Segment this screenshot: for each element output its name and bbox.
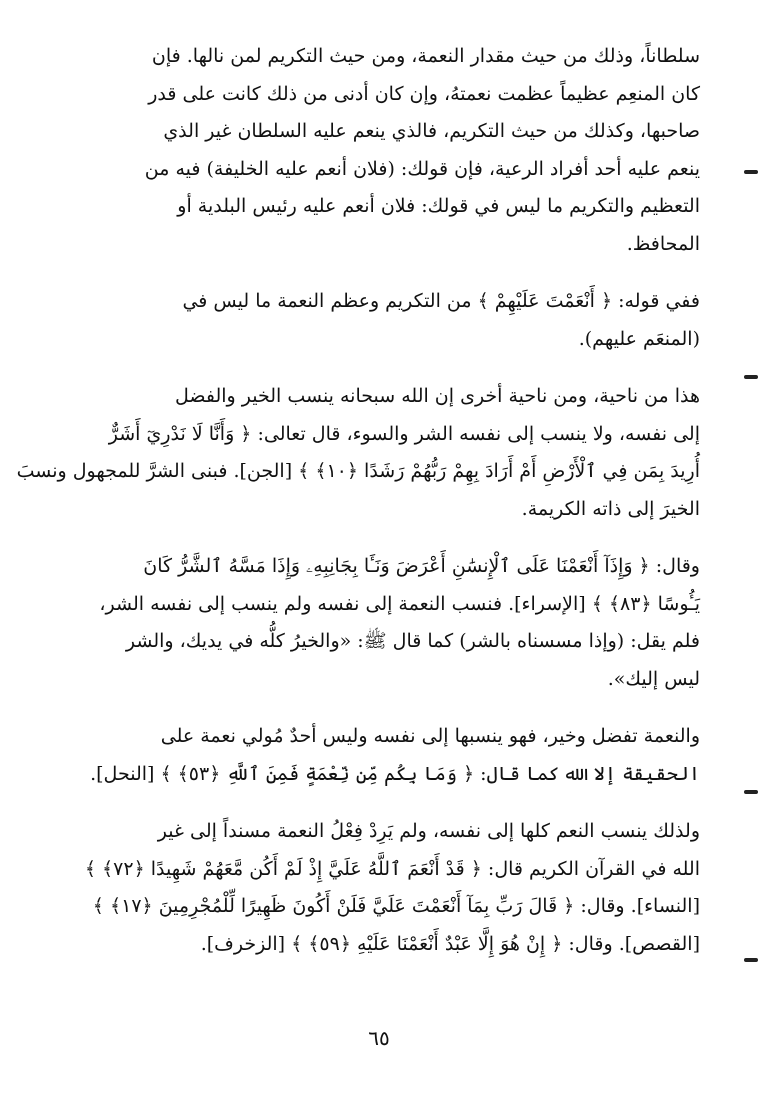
- text-line: صاحبها، وكذلك من حيث التكريم، فالذي ينعم عليه السلطان غير الذي: [163, 120, 700, 142]
- paragraph-3: [16, 378, 700, 528]
- page-edge-mark: [744, 375, 758, 379]
- text-line: (المنعَم عليهم).: [578, 327, 700, 350]
- text-line: يَـُٔوسًا ﴿٨٣﴾ ﴾ [الإسراء]. فنسب النعمة إلى نفسه ولم ينسب إلى نفسه الشر،: [99, 592, 700, 615]
- page-edge-mark: [744, 790, 758, 794]
- text-line: ولذلك ينسب النعم كلها إلى نفسه، ولم يَرِدْ فِعْلُ النعمة مسنداً إلى غير: [157, 820, 700, 842]
- page-edge-mark: [744, 958, 758, 962]
- text-line: التعظيم والتكريم ما ليس في قولك: فلان أنعم عليه رئيس البلدية أو: [177, 195, 700, 217]
- paragraph-4: [78, 548, 700, 698]
- text-line: إلى نفسه، ولا ينسب إلى نفسه الشر والسوء، قال تعالى: ﴿ وَأَنَّا لَا نَدْرِيٓ أَشَرٌّ: [108, 422, 700, 445]
- text-line: هذا من ناحية، ومن ناحية أخرى إن الله سبحانه ينسب الخير والفضل: [174, 385, 700, 407]
- page-edge-mark: [744, 170, 758, 174]
- text-line: وقال: ﴿ وَإِذَآ أَنْعَمْنَا عَلَى ٱلْإِنسَٰنِ أَعْرَضَ وَنَـَٔا بِجَانِبِهِۦ وَإِذَا مَسَّهُ ٱلشَّرُّ كَانَ: [143, 555, 700, 577]
- text-line: كان المنعِم عظيماً عظمت نعمتهُ، وإن كان أدنى من ذلك كانت على قدر: [148, 82, 700, 105]
- page-number: ٦٥: [368, 1026, 390, 1050]
- text-line: أُرِيدَ بِمَن فِي ٱلْأَرْضِ أَمْ أَرَادَ بِهِمْ رَبُّهُمْ رَشَدًا ﴿١٠﴾ ﴾ [الجن]. فبنى الشرَّ للمجهول ونسبَ: [16, 460, 700, 482]
- paragraph-2: [78, 283, 700, 358]
- text-line: ففي قوله: ﴿ أَنْعَمْتَ عَلَيْهِمْ ﴾ من التكريم وعظم النعمة ما ليس في: [182, 290, 700, 312]
- paragraph-6: [78, 813, 700, 963]
- text-line: ينعم عليه أحد أفراد الرعية، فإن قولك: (فلان أنعم عليه الخليفة) فيه من: [144, 157, 700, 180]
- text-line: [القصص]. وقال: ﴿ إِنْ هُوَ إِلَّا عَبْدٌ أَنْعَمْنَا عَلَيْهِ ﴿٥٩﴾ ﴾ [الزخرف].: [200, 932, 700, 955]
- text-line: سلطاناً، وذلك من حيث مقدار النعمة، ومن حيث التكريم لمن نالها. فإن: [151, 45, 700, 67]
- text-line: فلم يقل: (وإذا مسسناه بالشر) كما قال ﷺ: «والخيرُ كلُّه في يديك، والشر: [125, 630, 700, 652]
- text-line: ليس إليك».: [607, 667, 700, 690]
- paragraph-1: [78, 38, 700, 263]
- text-line: الله في القرآن الكريم قال: ﴿ قَدْ أَنْعَمَ ٱللَّهُ عَلَيَّ إِذْ لَمْ أَكُن مَّعَهُمْ شَهِيدًا ﴿٧٢﴾ ﴾: [84, 857, 700, 880]
- text-line: المحافظ.: [626, 232, 700, 255]
- page-body: [16, 38, 700, 983]
- paragraph-5: [78, 718, 700, 793]
- text-line: [النساء]. وقال: ﴿ قَالَ رَبِّ بِمَآ أَنْعَمْتَ عَلَيَّ فَلَنْ أَكُونَ ظَهِيرًا لِّلْمُجْرِمِينَ ﴿١٧﴾ ﴾: [92, 895, 700, 917]
- text-line: الحقيقة إلا الله كما قال: ﴿ وَمَا بِكُم مِّن نِّعْمَةٍ فَمِنَ ٱللَّهِ ﴿٥٣﴾ ﴾ [النحل].: [90, 762, 700, 785]
- text-line: والنعمة تفضل وخير، فهو ينسبها إلى نفسه وليس أحدٌ مُولي نعمة على: [160, 725, 700, 747]
- text-line: الخيرَ إلى ذاته الكريمة.: [521, 497, 700, 520]
